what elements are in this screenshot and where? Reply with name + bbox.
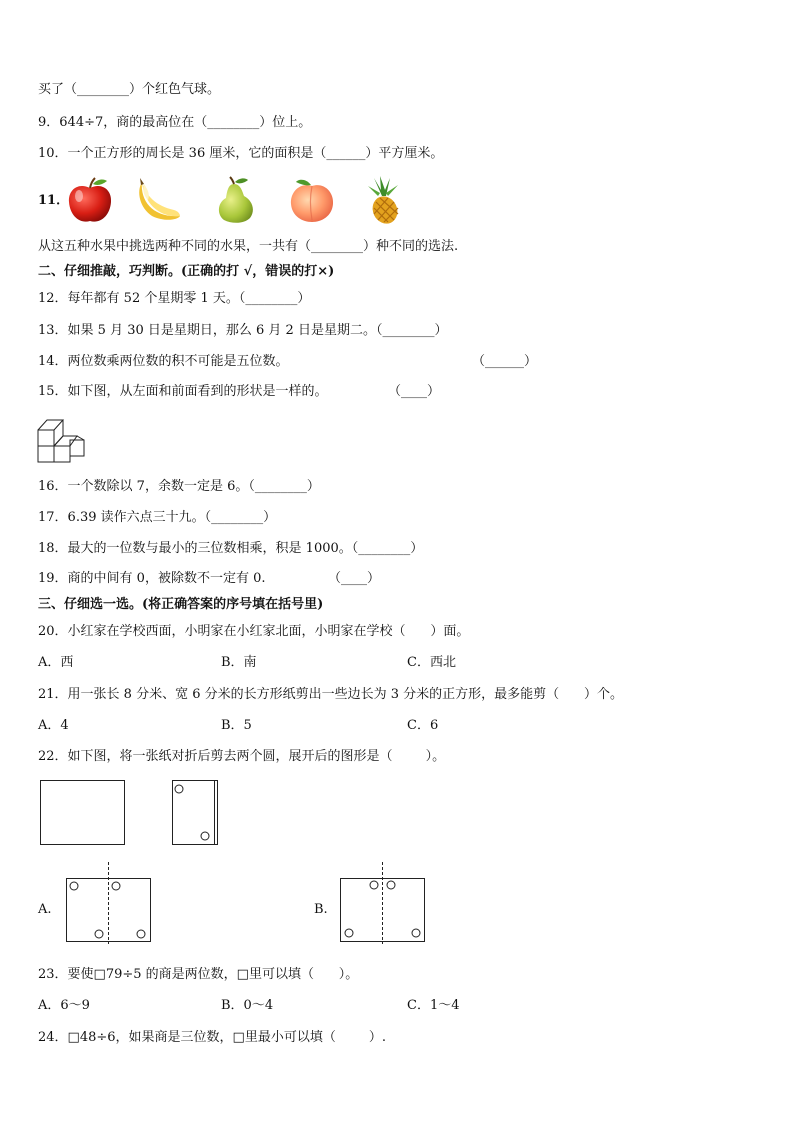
question-14: 14．两位数乘两位数的积不可能是五位数。 <box>38 354 289 369</box>
question-16: 16．一个数除以 7，余数一定是 6。（________） <box>38 479 320 494</box>
question-15-blank: （____） <box>388 384 441 399</box>
question-20: 20．小红家在学校西面，小明家在小红家北面，小明家在学校（ ）面。 <box>38 624 470 639</box>
question-19: 19．商的中间有 0，被除数不一定有 0. <box>38 571 266 586</box>
q23-option-b[interactable]: B．0～4 <box>221 998 274 1013</box>
question-12: 12．每年都有 52 个星期零 1 天。（________） <box>38 291 311 306</box>
peach-icon <box>286 176 338 224</box>
cube-stack-figure <box>37 414 87 464</box>
question-15: 15．如下图，从左面和前面看到的形状是一样的。 <box>38 384 328 399</box>
question-17: 17．6.39 读作六点三十九。（________） <box>38 510 277 525</box>
question-11-text: 从这五种水果中挑选两种不同的水果，一共有（________）种不同的选法. <box>38 239 459 254</box>
q21-option-a[interactable]: A．4 <box>38 718 69 733</box>
question-14-blank: （______） <box>472 354 538 369</box>
question-8-tail: 买了（________）个红色气球。 <box>38 82 221 97</box>
question-21: 21．用一张长 8 分米、宽 6 分米的长方形纸剪出一些边长为 3 分米的正方形，最多能剪（ ）个。 <box>38 687 623 702</box>
question-9: 9．644÷7，商的最高位在（________）位上。 <box>38 115 312 130</box>
section-3-heading: 三、仔细选一选。(将正确答案的序号填在括号里) <box>38 597 324 612</box>
q21-option-c[interactable]: C．6 <box>407 718 439 733</box>
q20-option-c[interactable]: C．西北 <box>407 655 456 670</box>
q22-option-b-figure[interactable] <box>338 862 428 944</box>
q20-option-a[interactable]: A．西 <box>38 655 74 670</box>
question-22: 22．如下图，将一张纸对折后剪去两个圆，展开后的图形是（ ）。 <box>38 749 446 764</box>
folded-paper-figure <box>170 780 220 846</box>
question-24: 24．□48÷6，如果商是三位数，□里最小可以填（ ）. <box>38 1030 387 1045</box>
q22-option-a-figure[interactable] <box>64 862 154 944</box>
q22-option-b-label[interactable]: B. <box>314 902 328 917</box>
section-2-heading: 二、仔细推敲，巧判断。(正确的打 √，错误的打×) <box>38 264 335 279</box>
q21-option-b[interactable]: B．5 <box>221 718 252 733</box>
paper-sheet-figure <box>40 780 126 846</box>
question-19-blank: （____） <box>328 571 381 586</box>
question-10: 10．一个正方形的周长是 36 厘米，它的面积是（______）平方厘米。 <box>38 146 444 161</box>
banana-icon <box>134 176 186 224</box>
q23-option-c[interactable]: C．1～4 <box>407 998 460 1013</box>
apple-icon <box>64 176 116 224</box>
question-11-number: 11． <box>38 193 70 208</box>
q23-option-a[interactable]: A．6～9 <box>38 998 90 1013</box>
q20-option-b[interactable]: B．南 <box>221 655 257 670</box>
question-18: 18．最大的一位数与最小的三位数相乘，积是 1000。（________） <box>38 541 424 556</box>
q22-option-a-label[interactable]: A. <box>38 902 52 917</box>
pineapple-icon <box>358 176 410 224</box>
question-13: 13．如果 5 月 30 日是星期日，那么 6 月 2 日是星期二。（________） <box>38 323 448 338</box>
pear-icon <box>210 176 262 224</box>
question-23: 23．要使□79÷5 的商是两位数，□里可以填（ ）。 <box>38 967 359 982</box>
